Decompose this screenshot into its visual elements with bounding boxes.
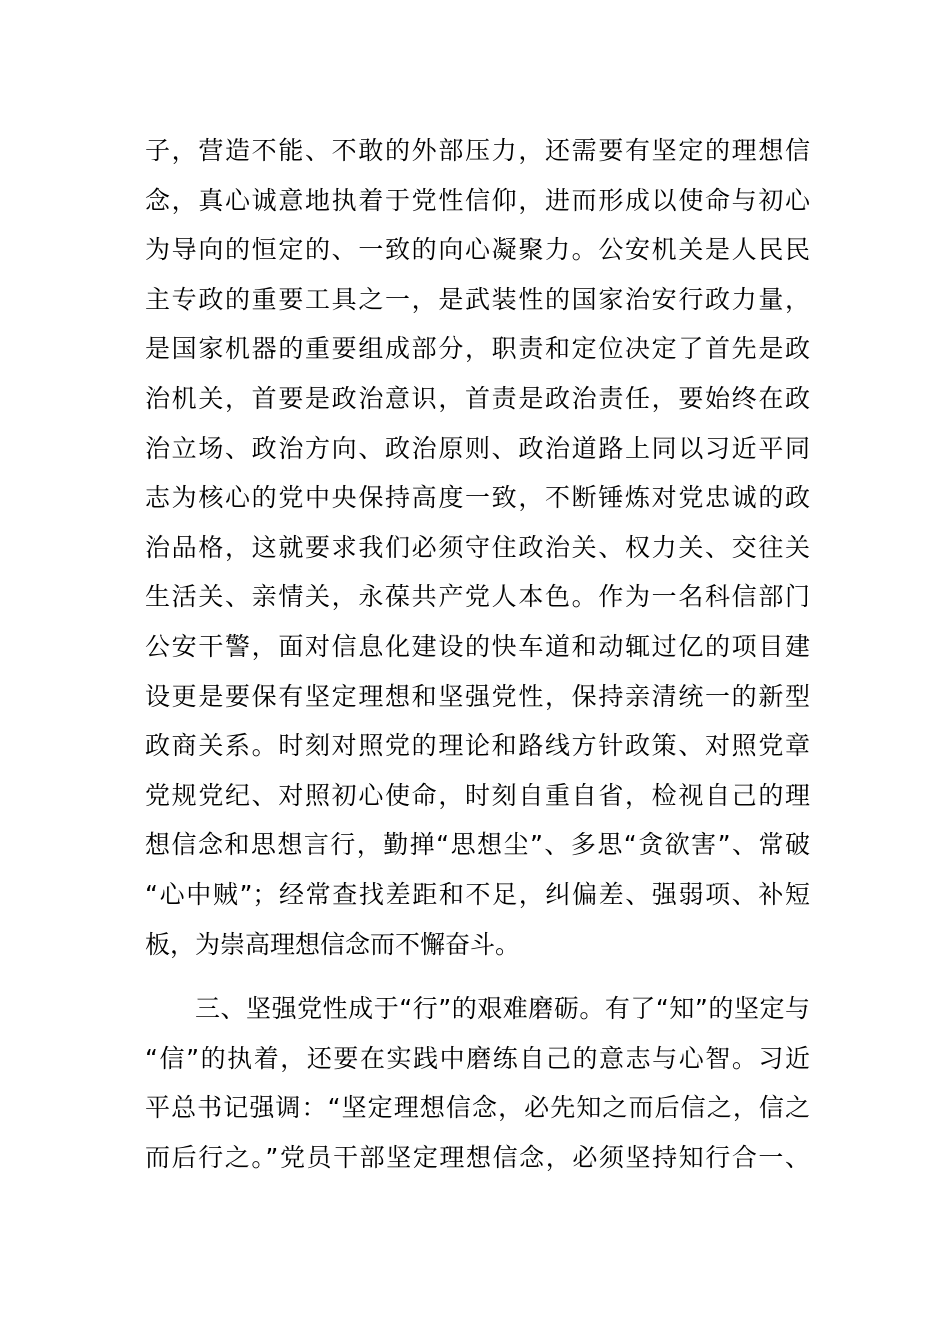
text-line: 想信念和思想言行，勤掸“思想尘”、多思“贪欲害”、常破	[145, 830, 810, 860]
text-line: 是国家机器的重要组成部分，职责和定位决定了首先是政	[145, 334, 810, 364]
text-line: 子，营造不能、不敢的外部压力，还需要有坚定的理想信	[145, 136, 810, 165]
text-line: 为导向的恒定的、一致的向心凝聚力。公安机关是人民民	[145, 235, 810, 265]
text-line: 公安干警，面对信息化建设的快车道和动辄过亿的项目建	[145, 631, 810, 661]
text-line: 三、坚强党性成于“行”的艰难磨砺。有了“知”的坚定与	[195, 994, 810, 1023]
text-line: 主专政的重要工具之一，是武装性的国家治安行政力量，	[145, 284, 810, 314]
text-line: 板，为崇高理想信念而不懈奋斗。	[145, 929, 521, 959]
paragraph-1	[145, 126, 810, 969]
text-line: “信”的执着，还要在实践中磨练自己的意志与心智。习近	[145, 1043, 810, 1073]
paragraph-2	[145, 984, 810, 1182]
text-line: 治立场、政治方向、政治原则、政治道路上同以习近平同	[145, 433, 810, 463]
text-line: 念，真心诚意地执着于党性信仰，进而形成以使命与初心	[145, 185, 810, 215]
text-line: 设更是要保有坚定理想和坚强党性，保持亲清统一的新型	[145, 681, 810, 711]
text-line: 平总书记强调：“坚定理想信念，必先知之而后信之，信之	[145, 1093, 810, 1123]
text-line: 政商关系。时刻对照党的理论和路线方针政策、对照党章	[145, 731, 810, 761]
text-line: “心中贼”；经常查找差距和不足，纠偏差、强弱项、补短	[145, 879, 810, 909]
text-line: 志为核心的党中央保持高度一致，不断锤炼对党忠诚的政	[145, 483, 810, 513]
text-line: 生活关、亲情关，永葆共产党人本色。作为一名科信部门	[145, 582, 810, 612]
text-line: 而后行之。”党员干部坚定理想信念，必须坚持知行合一、	[145, 1142, 810, 1172]
text-line: 治机关，首要是政治意识，首责是政治责任，要始终在政	[145, 383, 810, 413]
text-line: 治品格，这就要求我们必须守住政治关、权力关、交往关	[145, 532, 810, 562]
text-line: 党规党纪、对照初心使命，时刻自重自省，检视自己的理	[145, 780, 810, 810]
